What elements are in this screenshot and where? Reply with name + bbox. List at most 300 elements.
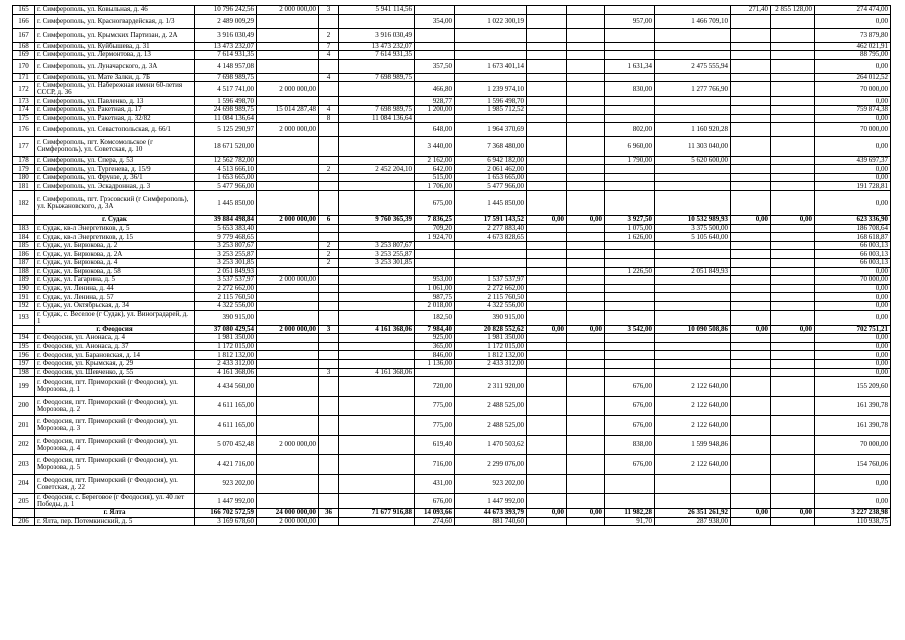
value-cell: 154 760,06 xyxy=(815,455,891,475)
value-cell: 6 xyxy=(319,216,339,225)
value-cell xyxy=(655,342,731,351)
value-cell: 462 021,91 xyxy=(815,42,891,51)
value-cell: 1 596 498,70 xyxy=(455,97,527,106)
address-cell: г. Симферополь, ул. Лермонтова, д. 13 xyxy=(35,51,195,60)
value-cell: 1 445 850,00 xyxy=(195,191,257,216)
value-cell xyxy=(655,293,731,302)
value-cell: 3 253 255,87 xyxy=(195,250,257,259)
table-row xyxy=(13,182,891,191)
table-row xyxy=(13,165,891,174)
value-cell xyxy=(415,114,455,123)
value-cell xyxy=(731,435,771,455)
address-cell: г. Симферополь, ул. Ракетная, д. 32/82 xyxy=(35,114,195,123)
table-row xyxy=(13,276,891,285)
value-cell xyxy=(605,284,655,293)
value-cell: 676,00 xyxy=(605,377,655,397)
value-cell: 2 433 312,00 xyxy=(195,359,257,368)
value-cell xyxy=(655,28,731,42)
value-cell xyxy=(731,494,771,509)
value-cell xyxy=(655,301,731,310)
value-cell xyxy=(771,301,815,310)
value-cell xyxy=(731,310,771,325)
row-number: 165 xyxy=(13,6,35,15)
value-cell xyxy=(731,105,771,114)
value-cell xyxy=(655,494,731,509)
value-cell: 6 942 182,00 xyxy=(455,156,527,165)
row-number: 202 xyxy=(13,435,35,455)
value-cell: 4 611 165,00 xyxy=(195,396,257,416)
value-cell xyxy=(605,182,655,191)
value-cell xyxy=(415,259,455,268)
value-cell: 2 311 920,00 xyxy=(455,377,527,397)
row-number: 168 xyxy=(13,42,35,51)
value-cell: 1 466 709,10 xyxy=(655,14,731,28)
value-cell: 1 981 350,00 xyxy=(455,334,527,343)
value-cell xyxy=(605,359,655,368)
value-cell: 10 090 508,86 xyxy=(655,325,731,334)
address-cell: г. Судак, ул. Гагарина, д. 5 xyxy=(35,276,195,285)
value-cell xyxy=(731,233,771,242)
value-cell: 4 421 716,00 xyxy=(195,455,257,475)
value-cell: 1 200,00 xyxy=(415,105,455,114)
value-cell xyxy=(655,351,731,360)
address-cell: г. Судак, ул. Ленина, д. 44 xyxy=(35,284,195,293)
value-cell: 70 000,00 xyxy=(815,435,891,455)
value-cell: 2 488 525,00 xyxy=(455,416,527,436)
value-cell xyxy=(319,310,339,325)
value-cell xyxy=(567,28,605,42)
value-cell: 357,50 xyxy=(415,59,455,73)
value-cell: 7 698 989,75 xyxy=(339,105,415,114)
value-cell: 0,00 xyxy=(815,301,891,310)
table-row xyxy=(13,156,891,165)
value-cell xyxy=(771,28,815,42)
address-cell: г. Симферополь, ул. Фрунзе, д. 36/1 xyxy=(35,173,195,182)
value-cell: 881 740,60 xyxy=(455,517,527,526)
value-cell xyxy=(319,377,339,397)
value-cell xyxy=(455,241,527,250)
value-cell: 4 611 165,00 xyxy=(195,416,257,436)
table-row xyxy=(13,310,891,325)
value-cell: 11 303 040,00 xyxy=(655,137,731,157)
table-row xyxy=(13,435,891,455)
table-row xyxy=(13,494,891,509)
value-cell xyxy=(771,293,815,302)
value-cell xyxy=(339,59,415,73)
value-cell: 24 698 989,75 xyxy=(195,105,257,114)
address-cell: г. Симферополь, ул. Луначарского, д. 3А xyxy=(35,59,195,73)
value-cell: 1 239 974,10 xyxy=(455,82,527,97)
address-cell: г. Ялта, пер. Потемкинский, д. 5 xyxy=(35,517,195,526)
value-cell xyxy=(415,73,455,82)
value-cell: 1 470 503,62 xyxy=(455,435,527,455)
value-cell xyxy=(731,334,771,343)
value-cell: 0,00 xyxy=(815,267,891,276)
value-cell: 2 000 000,00 xyxy=(257,123,319,137)
value-cell: 1 277 766,90 xyxy=(655,82,731,97)
value-cell xyxy=(771,276,815,285)
table-row xyxy=(13,359,891,368)
value-cell: 2 299 076,00 xyxy=(455,455,527,475)
value-cell: 1 981 350,00 xyxy=(195,334,257,343)
table-row xyxy=(13,293,891,302)
value-cell xyxy=(257,368,319,377)
table-row xyxy=(13,173,891,182)
table-row xyxy=(13,114,891,123)
value-cell: 2 115 760,50 xyxy=(455,293,527,302)
value-cell xyxy=(319,82,339,97)
value-cell xyxy=(339,435,415,455)
row-number: 178 xyxy=(13,156,35,165)
value-cell: 71 677 916,88 xyxy=(339,509,415,518)
value-cell xyxy=(655,191,731,216)
value-cell xyxy=(771,455,815,475)
value-cell xyxy=(527,241,567,250)
value-cell: 2 xyxy=(319,241,339,250)
table-row xyxy=(13,97,891,106)
value-cell: 702 751,21 xyxy=(815,325,891,334)
value-cell xyxy=(567,494,605,509)
value-cell: 3 253 255,87 xyxy=(339,250,415,259)
value-cell xyxy=(257,342,319,351)
table-row xyxy=(13,28,891,42)
value-cell xyxy=(257,359,319,368)
value-cell xyxy=(655,173,731,182)
value-cell xyxy=(655,51,731,60)
value-cell xyxy=(771,259,815,268)
value-cell: 287 938,00 xyxy=(655,517,731,526)
value-cell: 182,50 xyxy=(415,310,455,325)
value-cell xyxy=(731,137,771,157)
value-cell xyxy=(605,42,655,51)
value-cell: 2 xyxy=(319,28,339,42)
value-cell: 354,00 xyxy=(415,14,455,28)
value-cell xyxy=(527,6,567,15)
value-cell xyxy=(567,42,605,51)
value-cell xyxy=(605,97,655,106)
value-cell xyxy=(339,342,415,351)
row-number: 184 xyxy=(13,233,35,242)
value-cell: 830,00 xyxy=(605,82,655,97)
row-number: 179 xyxy=(13,165,35,174)
row-number: 206 xyxy=(13,517,35,526)
value-cell: 2 272 662,00 xyxy=(195,284,257,293)
address-cell: г. Феодосия, пгт. Приморский (г Феодосия), ул. Морозова, д. 3 xyxy=(35,416,195,436)
row-number: 200 xyxy=(13,396,35,416)
value-cell: 70 000,00 xyxy=(815,123,891,137)
value-cell xyxy=(527,182,567,191)
value-cell xyxy=(339,284,415,293)
address-cell: г. Феодосия, пгт. Приморский (г Феодосия), ул. Морозова, д. 4 xyxy=(35,435,195,455)
value-cell: 264 012,52 xyxy=(815,73,891,82)
value-cell xyxy=(339,224,415,233)
row-number: 186 xyxy=(13,250,35,259)
table-row xyxy=(13,82,891,97)
value-cell xyxy=(567,165,605,174)
value-cell xyxy=(415,250,455,259)
address-cell: г. Феодосия, пгт. Приморский (г Феодосия), ул. Морозова, д. 1 xyxy=(35,377,195,397)
row-number: 174 xyxy=(13,105,35,114)
value-cell xyxy=(319,435,339,455)
value-cell xyxy=(339,334,415,343)
value-cell xyxy=(771,42,815,51)
value-cell: 0,00 xyxy=(815,310,891,325)
value-cell: 623 336,90 xyxy=(815,216,891,225)
value-cell xyxy=(771,368,815,377)
table-row xyxy=(13,284,891,293)
table-row xyxy=(13,224,891,233)
value-cell xyxy=(731,51,771,60)
value-cell: 439 697,37 xyxy=(815,156,891,165)
value-cell xyxy=(567,351,605,360)
row-number: 181 xyxy=(13,182,35,191)
value-cell: 0,00 xyxy=(567,216,605,225)
address-cell: г. Ялта xyxy=(35,509,195,518)
row-number: 169 xyxy=(13,51,35,60)
value-cell xyxy=(319,191,339,216)
value-cell: 928,77 xyxy=(415,97,455,106)
table-row xyxy=(13,377,891,397)
row-number: 171 xyxy=(13,73,35,82)
value-cell xyxy=(339,377,415,397)
value-cell: 1 924,70 xyxy=(415,233,455,242)
value-cell: 274,60 xyxy=(415,517,455,526)
table-row xyxy=(13,42,891,51)
value-cell xyxy=(339,182,415,191)
value-cell: 2 115 760,50 xyxy=(195,293,257,302)
value-cell xyxy=(527,301,567,310)
value-cell xyxy=(257,191,319,216)
value-cell xyxy=(319,156,339,165)
value-cell xyxy=(567,156,605,165)
value-cell: 1 631,34 xyxy=(605,59,655,73)
value-cell xyxy=(655,182,731,191)
value-cell xyxy=(527,494,567,509)
value-cell: 4 161 368,06 xyxy=(339,368,415,377)
value-cell: 957,00 xyxy=(605,14,655,28)
value-cell xyxy=(415,28,455,42)
row-number: 185 xyxy=(13,241,35,250)
row-number: 194 xyxy=(13,334,35,343)
row-number xyxy=(13,216,35,225)
value-cell xyxy=(319,137,339,157)
value-cell xyxy=(527,351,567,360)
value-cell xyxy=(771,359,815,368)
value-cell: 7 368 480,00 xyxy=(455,137,527,157)
value-cell xyxy=(771,241,815,250)
value-cell xyxy=(605,114,655,123)
row-number: 196 xyxy=(13,351,35,360)
value-cell: 3 253 301,85 xyxy=(195,259,257,268)
value-cell xyxy=(319,416,339,436)
value-cell: 2 xyxy=(319,259,339,268)
value-cell xyxy=(605,342,655,351)
value-cell xyxy=(731,342,771,351)
value-cell xyxy=(527,284,567,293)
value-cell xyxy=(567,276,605,285)
value-cell xyxy=(319,517,339,526)
value-cell xyxy=(731,517,771,526)
value-cell: 4 161 368,06 xyxy=(195,368,257,377)
value-cell: 1 673 401,14 xyxy=(455,59,527,73)
value-cell xyxy=(527,250,567,259)
value-cell xyxy=(527,416,567,436)
value-cell: 13 473 232,07 xyxy=(195,42,257,51)
value-cell xyxy=(655,368,731,377)
value-cell xyxy=(655,276,731,285)
value-cell xyxy=(257,494,319,509)
value-cell xyxy=(567,123,605,137)
value-cell xyxy=(257,97,319,106)
value-cell: 2 122 640,00 xyxy=(655,396,731,416)
value-cell xyxy=(605,241,655,250)
value-cell xyxy=(567,137,605,157)
value-cell: 676,00 xyxy=(605,416,655,436)
value-cell xyxy=(527,42,567,51)
value-cell: 3 916 030,49 xyxy=(195,28,257,42)
table-row xyxy=(13,191,891,216)
value-cell xyxy=(455,28,527,42)
row-number: 201 xyxy=(13,416,35,436)
value-cell xyxy=(257,259,319,268)
value-cell: 0,00 xyxy=(815,97,891,106)
address-cell: г. Симферополь, ул. Севастопольская, д. 66/1 xyxy=(35,123,195,137)
value-cell xyxy=(605,191,655,216)
value-cell xyxy=(567,97,605,106)
value-cell xyxy=(527,28,567,42)
value-cell: 2 000 000,00 xyxy=(257,276,319,285)
value-cell xyxy=(257,51,319,60)
capital-repair-table xyxy=(12,5,891,526)
value-cell: 274 474,00 xyxy=(815,6,891,15)
value-cell xyxy=(771,233,815,242)
value-cell: 70 000,00 xyxy=(815,82,891,97)
row-number: 190 xyxy=(13,284,35,293)
value-cell xyxy=(567,191,605,216)
value-cell: 5 477 966,00 xyxy=(195,182,257,191)
value-cell: 4 xyxy=(319,73,339,82)
value-cell: 1 596 498,70 xyxy=(195,97,257,106)
row-number: 170 xyxy=(13,59,35,73)
value-cell xyxy=(339,191,415,216)
address-cell: г. Судак, ул. Ленина, д. 57 xyxy=(35,293,195,302)
value-cell xyxy=(567,368,605,377)
value-cell xyxy=(257,241,319,250)
value-cell: 2 000 000,00 xyxy=(257,82,319,97)
value-cell xyxy=(319,455,339,475)
row-number: 167 xyxy=(13,28,35,42)
value-cell xyxy=(257,233,319,242)
row-number: 183 xyxy=(13,224,35,233)
value-cell xyxy=(527,334,567,343)
value-cell xyxy=(771,165,815,174)
row-number: 177 xyxy=(13,137,35,157)
value-cell: 0,00 xyxy=(731,325,771,334)
value-cell: 17 591 143,52 xyxy=(455,216,527,225)
value-cell xyxy=(655,6,731,15)
value-cell: 838,00 xyxy=(605,435,655,455)
value-cell xyxy=(257,396,319,416)
value-cell: 0,00 xyxy=(527,325,567,334)
table-row xyxy=(13,105,891,114)
value-cell xyxy=(567,233,605,242)
value-cell: 802,00 xyxy=(605,123,655,137)
value-cell xyxy=(257,165,319,174)
value-cell: 11 084 136,64 xyxy=(195,114,257,123)
value-cell xyxy=(319,267,339,276)
value-cell: 923 202,00 xyxy=(195,474,257,494)
value-cell xyxy=(771,416,815,436)
value-cell: 6 960,00 xyxy=(605,137,655,157)
value-cell: 0,00 xyxy=(815,284,891,293)
value-cell xyxy=(527,396,567,416)
value-cell xyxy=(771,51,815,60)
value-cell xyxy=(527,359,567,368)
value-cell: 39 884 498,84 xyxy=(195,216,257,225)
address-cell: г. Судак xyxy=(35,216,195,225)
address-cell: г. Судак, кв-л Энергетиков, д. 15 xyxy=(35,233,195,242)
value-cell xyxy=(731,224,771,233)
value-cell: 709,20 xyxy=(415,224,455,233)
value-cell: 0,00 xyxy=(815,342,891,351)
value-cell: 390 915,00 xyxy=(455,310,527,325)
value-cell xyxy=(527,191,567,216)
value-cell xyxy=(339,97,415,106)
row-number: 188 xyxy=(13,267,35,276)
value-cell xyxy=(339,156,415,165)
value-cell xyxy=(567,6,605,15)
row-number: 187 xyxy=(13,259,35,268)
value-cell: 0,00 xyxy=(815,474,891,494)
address-cell: г. Симферополь, ул. Куйбышева, д. 31 xyxy=(35,42,195,51)
value-cell xyxy=(771,97,815,106)
value-cell xyxy=(455,368,527,377)
value-cell xyxy=(605,6,655,15)
value-cell: 390 915,00 xyxy=(195,310,257,325)
value-cell xyxy=(257,14,319,28)
value-cell xyxy=(605,28,655,42)
table-row xyxy=(13,351,891,360)
value-cell: 0,00 xyxy=(527,509,567,518)
value-cell xyxy=(339,173,415,182)
row-number: 166 xyxy=(13,14,35,28)
value-cell: 3 xyxy=(319,368,339,377)
value-cell xyxy=(605,368,655,377)
value-cell: 0,00 xyxy=(527,216,567,225)
value-cell xyxy=(567,51,605,60)
table-row xyxy=(13,396,891,416)
value-cell: 5 477 966,00 xyxy=(455,182,527,191)
value-cell: 2 051 849,93 xyxy=(195,267,257,276)
value-cell: 4 322 556,00 xyxy=(455,301,527,310)
value-cell xyxy=(257,377,319,397)
value-cell xyxy=(655,310,731,325)
value-cell xyxy=(455,114,527,123)
value-cell: 1 812 132,00 xyxy=(455,351,527,360)
value-cell: 676,00 xyxy=(415,494,455,509)
value-cell: 365,00 xyxy=(415,342,455,351)
value-cell: 1 447 992,00 xyxy=(455,494,527,509)
value-cell xyxy=(527,377,567,397)
table-row xyxy=(13,368,891,377)
value-cell: 2 855 128,00 xyxy=(771,6,815,15)
row-number: 204 xyxy=(13,474,35,494)
value-cell xyxy=(339,233,415,242)
address-cell: г. Феодосия, пгт. Приморский (г Феодосия), ул. Морозова, д. 2 xyxy=(35,396,195,416)
value-cell: 3 916 030,49 xyxy=(339,28,415,42)
value-cell: 4 322 556,00 xyxy=(195,301,257,310)
table-row xyxy=(13,59,891,73)
